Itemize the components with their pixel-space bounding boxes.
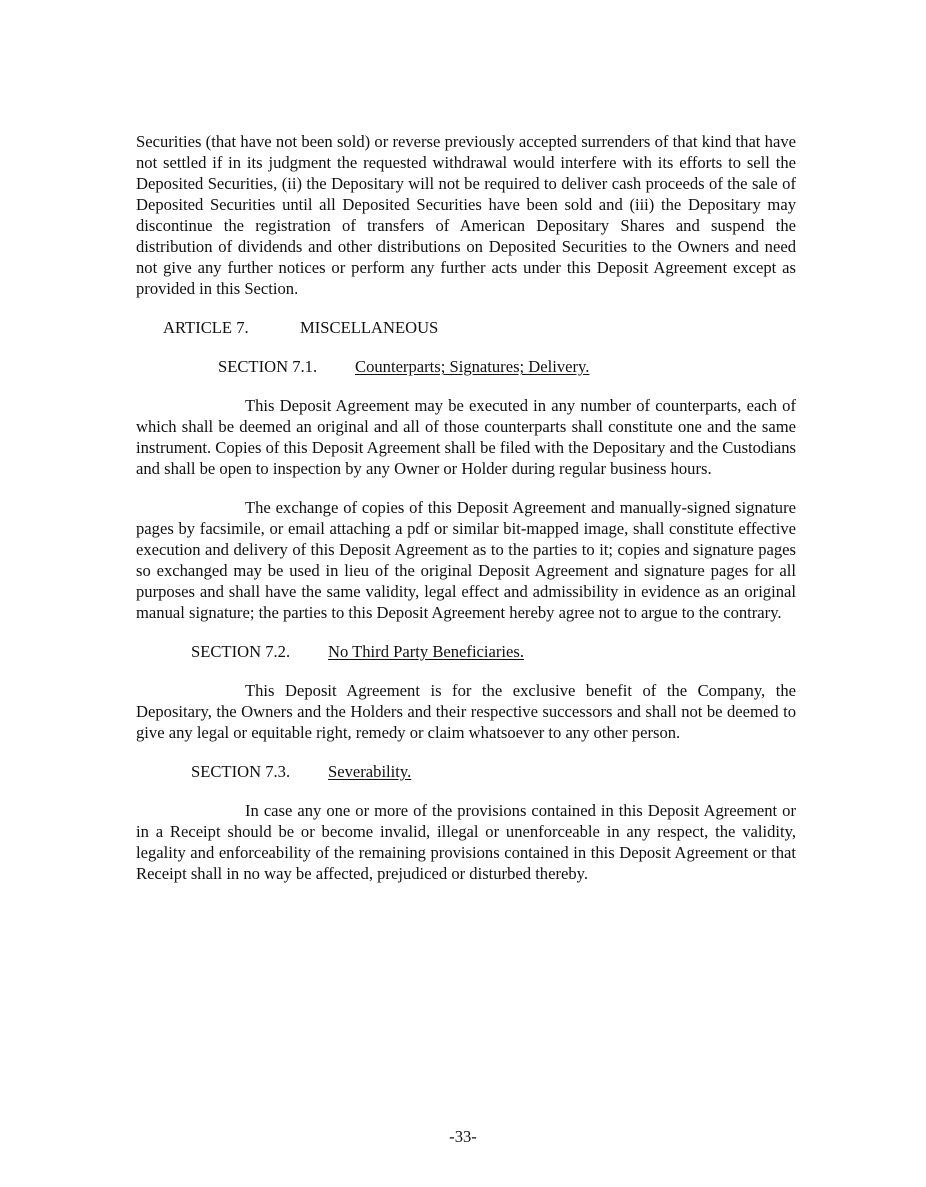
section-7-1-paragraph-1: This Deposit Agreement may be executed in any number of counterparts, each of which shall be deemed an original and all of those counterparts shall constitute one and the same instrument. Copies of this Deposit Agreement shall be filed with the Depositary and the Custodians and shall be open to inspection by any Owner or Holder during regular business hours. xyxy=(136,396,796,478)
article-number: ARTICLE 7. xyxy=(163,318,249,337)
continuation-paragraph: Securities (that have not been sold) or reverse previously accepted surrenders of that kind that have not settled if in its judgment the requested withdrawal would interfere with its efforts to sell the Deposited Securities, (ii) the Depositary will not be required to deliver cash proceeds of the sale of Deposited Securities until all Deposited Securities have been sold and (iii) the Depositary may discontinue the registration of transfers of American Depositary Shares and suspend the distribution of dividends and other distributions on Deposited Securities to the Owners and need not give any further notices or perform any further acts under this Deposit Agreement except as provided in this Section. xyxy=(136,132,796,298)
section-heading-7-1 xyxy=(218,356,796,377)
section-heading-7-2 xyxy=(191,641,796,662)
section-number: SECTION 7.2. xyxy=(191,642,291,661)
section-number: SECTION 7.1. xyxy=(218,357,318,376)
section-heading-7-3 xyxy=(191,761,796,782)
section-title: Severability. xyxy=(328,762,412,781)
page-number: -33- xyxy=(449,1127,477,1146)
document-body xyxy=(136,131,796,902)
section-7-1-paragraph-2: The exchange of copies of this Deposit Agreement and manually-signed signature pages by facsimile, or email attaching a pdf or similar bit-mapped image, shall constitute effective execution and delivery of this Deposit Agreement as to the parties to it; copies and signature pages so exchanged may be used in lieu of the original Deposit Agreement and signature pages for all purposes and shall have the same validity, legal effect and admissibility in evidence as an original manual signature; the parties to this Deposit Agreement hereby agree not to argue to the contrary. xyxy=(136,498,796,622)
section-title: No Third Party Beneficiaries. xyxy=(328,642,524,661)
article-title: MISCELLANEOUS xyxy=(300,318,439,337)
section-title: Counterparts; Signatures; Delivery. xyxy=(355,357,590,376)
section-7-3-paragraph: In case any one or more of the provisions contained in this Deposit Agreement or in a Receipt should be or become invalid, illegal or unenforceable in any respect, the validity, legality and enforceability of the remaining provisions contained in this Deposit Agreement or that Receipt shall in no way be affected, prejudiced or disturbed thereby. xyxy=(136,801,796,883)
section-number: SECTION 7.3. xyxy=(191,762,291,781)
article-heading xyxy=(163,317,796,338)
section-7-2-paragraph: This Deposit Agreement is for the exclusive benefit of the Company, the Depositary, the Owners and the Holders and their respective successors and shall not be deemed to give any legal or equitable right, remedy or claim whatsoever to any other person. xyxy=(136,681,796,742)
